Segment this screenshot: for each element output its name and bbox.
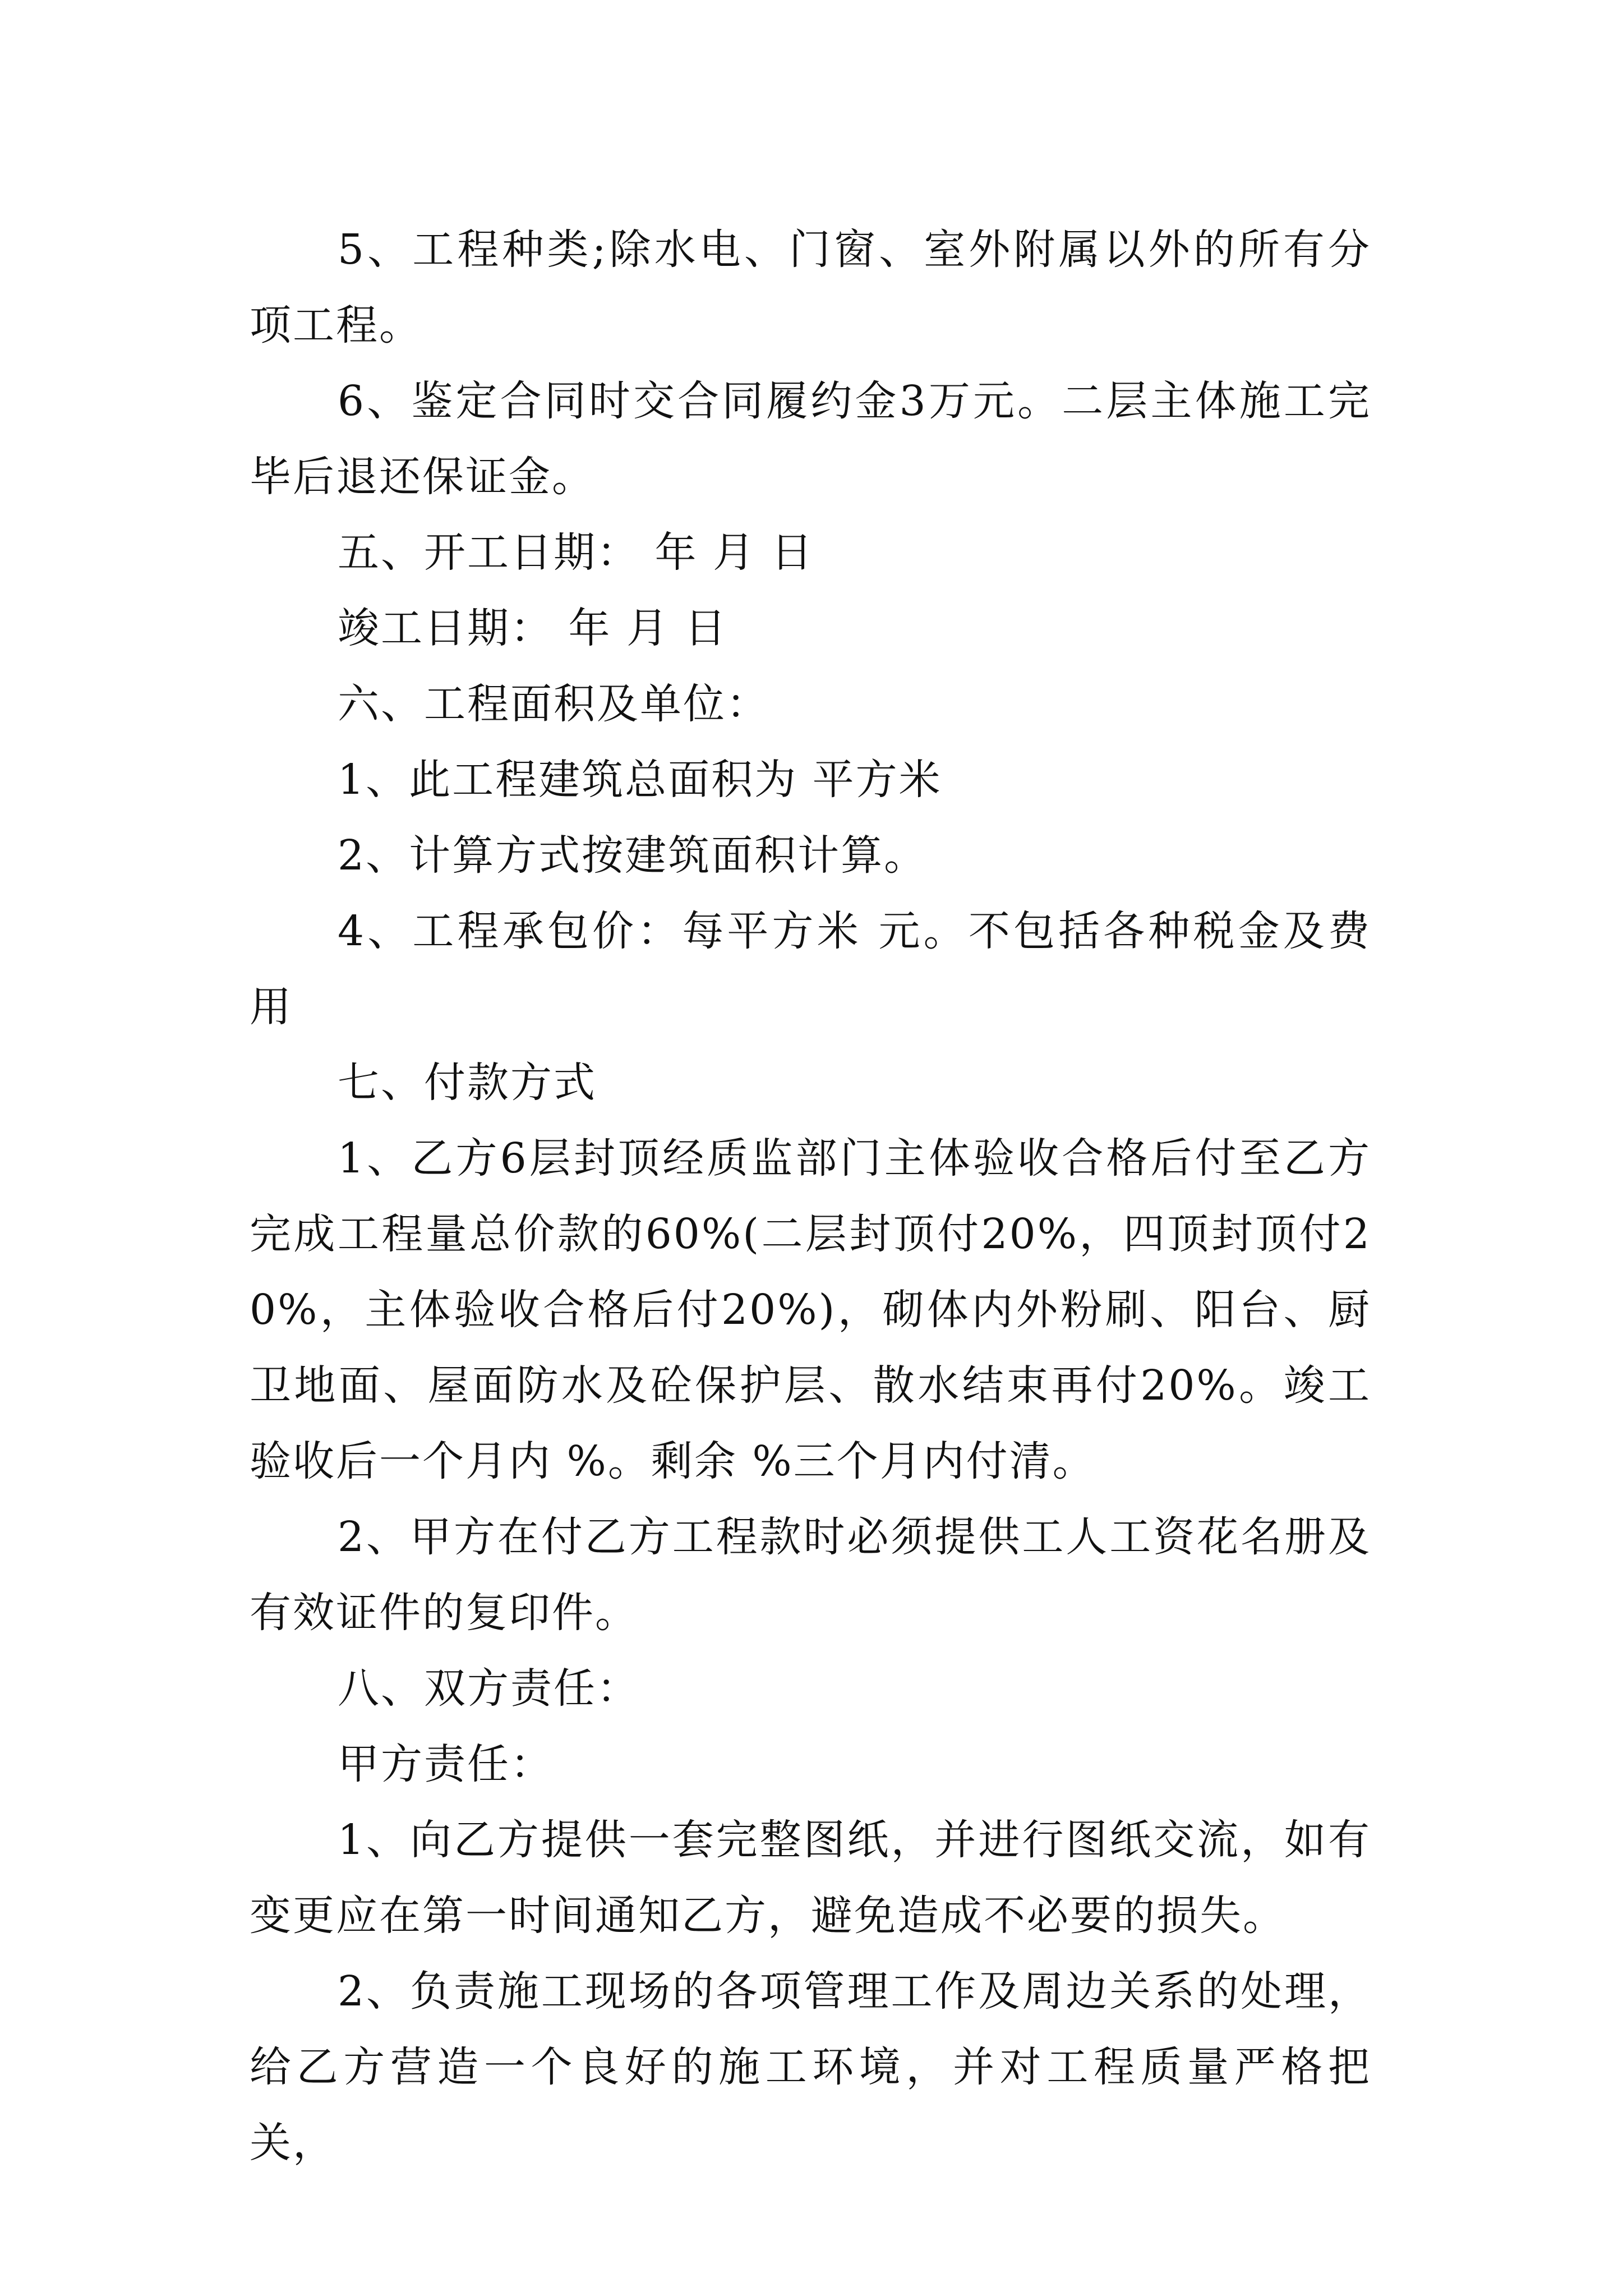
paragraph-engineering-type: 5、工程种类;除水电、门窗、室外附属以外的所有分项工程。 [250,226,1371,349]
paragraph-performance-bond: 6、鉴定合同时交合同履约金3万元。二层主体施工完毕后退还保证金。 [250,377,1371,501]
subheading-party-a-responsibilities: 甲方责任： [338,1740,554,1788]
section-heading-payment: 七、付款方式 [338,1059,597,1107]
paragraph-payment-schedule: 1、乙方6层封顶经质监部门主体验收合格后付至乙方完成工程量总价款的60%(二层封顶付20%，四顶封顶付20%，主体验收合格后付20%)，砌体内外粉刷、阳台、厨卫地面、屋面防水及砼保护层、散水结束再付20%。竣工验收后一个月内 %。剩余 %三个月内付清。 [250,1134,1371,1485]
paragraph-site-management: 2、负责施工现场的各项管理工作及周边关系的处理，给乙方营造一个良好的施工环境，并对工程质量严格把关， [250,1967,1371,2167]
paragraph-payroll-requirement: 2、甲方在付乙方工程款时必须提供工人工资花名册及有效证件的复印件。 [250,1513,1371,1637]
section-heading-responsibilities: 八、双方责任： [338,1664,640,1713]
document-body [250,212,1371,2181]
paragraph-completion-date: 竣工日期： 年 月 日 [338,604,728,652]
paragraph-calculation-method: 2、计算方式按建筑面积计算。 [338,831,928,880]
section-heading-area-unit: 六、工程面积及单位： [338,680,769,728]
paragraph-drawings: 1、向乙方提供一套完整图纸，并进行图纸交流，如有变更应在第一时间通知乙方，避免造成不必要的损失。 [250,1816,1371,1940]
paragraph-start-date: 五、开工日期： 年 月 日 [338,528,814,577]
paragraph-contract-price: 4、工程承包价：每平方米 元。不包括各种税金及费用 [250,907,1371,1031]
paragraph-total-area: 1、此工程建筑总面积为 平方米 [338,756,942,804]
